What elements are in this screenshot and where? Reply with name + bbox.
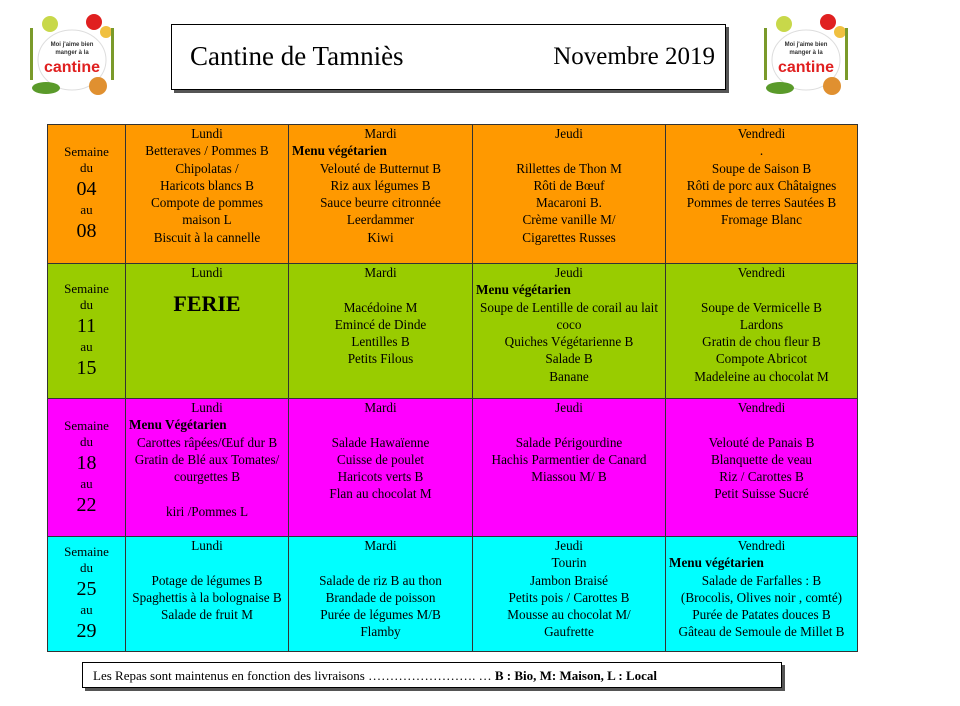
menu-item: Betteraves / Pommes B — [145, 143, 269, 159]
week-start: 25 — [76, 578, 97, 600]
day-cell — [126, 537, 289, 652]
menu-item: Petit Suisse Sucré — [714, 486, 809, 502]
week-label-cell — [48, 537, 126, 652]
footer-text: Les Repas sont maintenus en fonction des livraisons ……………………. … — [93, 668, 495, 683]
day-name: Jeudi — [555, 400, 583, 415]
week-end: 08 — [76, 220, 97, 242]
day-name: Vendredi — [737, 400, 786, 415]
vegetarian-label: Menu végétarien — [292, 143, 387, 159]
menu-item: Spaghettis à la bolognaise B — [132, 589, 282, 605]
menu-item — [476, 416, 662, 433]
menu-item: Jambon Braisé — [529, 572, 608, 588]
week-label: Semaine — [64, 544, 109, 559]
day-cell — [666, 399, 858, 537]
week-end: 29 — [76, 620, 97, 642]
menu-item — [292, 554, 469, 571]
menu-item: Salade de Farfalles : B — [701, 572, 822, 588]
week-au: au — [80, 475, 93, 491]
week-label-cell — [48, 399, 126, 537]
day-name: Mardi — [364, 265, 397, 280]
menu-item: Rôti de Bœuf — [533, 177, 605, 193]
day-name: Mardi — [364, 400, 397, 415]
week-end: 22 — [76, 493, 97, 516]
menu-item: Gratin de chou fleur B — [702, 334, 821, 350]
week-start: 11 — [76, 315, 97, 337]
menu-item: Macaroni B. — [536, 195, 602, 211]
menu-item: Soupe de Saison B — [711, 160, 812, 176]
menu-item: Salade de fruit M — [161, 607, 253, 623]
menu-item: Salade B — [545, 351, 593, 367]
menu-item: Sauce beurre citronnée — [320, 195, 441, 211]
menu-item: Riz / Carottes B — [719, 469, 804, 485]
week-au: au — [80, 602, 93, 617]
day-cell — [666, 537, 858, 652]
day-cell — [473, 399, 666, 537]
menu-item: Velouté de Butternut B — [319, 160, 442, 176]
menu-item: Gâteau de Semoule de Millet B — [678, 624, 845, 640]
holiday-label: FERIE — [173, 291, 241, 317]
menu-item: Gaufrette — [544, 624, 594, 640]
day-name: Mardi — [364, 126, 397, 141]
cantine-logo-right — [756, 8, 856, 100]
cantine-logo-icon — [22, 8, 122, 100]
menu-item: Purée de Patates douces B — [692, 607, 831, 623]
menu-item: Chipolatas / — [175, 160, 239, 176]
menu-item: Velouté de Panais B — [708, 434, 815, 450]
day-name: Lundi — [191, 400, 223, 415]
menu-item — [129, 485, 285, 502]
cantine-logo-icon — [756, 8, 856, 100]
menu-item: Rôti de porc aux Châtaignes — [686, 177, 837, 193]
menu-item: Leerdammer — [346, 212, 415, 228]
menu-item: Flan au chocolat M — [329, 486, 432, 502]
vegetarian-label: Menu végétarien — [669, 555, 764, 571]
menu-item: Soupe de Lentille de corail au lait coco — [480, 299, 658, 332]
week-au: au — [80, 202, 93, 217]
menu-item: Hachis Parmentier de Canard — [491, 451, 647, 467]
week-du: du — [80, 433, 93, 449]
logo-line2: manger à la — [55, 50, 89, 56]
menu-item: Blanquette de veau — [710, 451, 813, 467]
menu-item: Tourin — [551, 555, 587, 571]
menu-item: Salade de riz B au thon — [319, 572, 442, 588]
logo-line1: Moi j'aime bien — [50, 42, 94, 48]
week-label-cell — [48, 264, 126, 399]
day-name: Lundi — [191, 265, 223, 280]
title-box — [171, 24, 726, 90]
day-name: Jeudi — [555, 538, 583, 553]
page-title: Cantine de Tamniès — [190, 41, 404, 71]
week-label-cell — [48, 125, 126, 264]
menu-item: Petits Filous — [347, 351, 414, 367]
menu-period: Novembre 2019 — [553, 43, 715, 70]
vegetarian-label: Menu Végétarien — [129, 417, 227, 433]
week-row — [48, 537, 858, 652]
menu-item: Cuisse de poulet — [336, 451, 425, 467]
menu-item: Biscuit à la cannelle — [153, 229, 261, 245]
menu-item: Emincé de Dinde — [334, 316, 427, 332]
day-cell — [289, 537, 473, 652]
day-name: Vendredi — [737, 538, 786, 553]
day-name: Vendredi — [737, 265, 786, 280]
cantine-logo-left — [22, 8, 122, 100]
week-start: 04 — [76, 178, 97, 200]
day-cell — [666, 125, 858, 264]
week-end: 15 — [76, 357, 97, 379]
menu-item: Rillettes de Thon M — [516, 160, 622, 176]
menu-item: Macédoine M — [343, 299, 418, 315]
week-du: du — [80, 297, 93, 312]
menu-item: Riz aux légumes B — [330, 177, 431, 193]
menu-item: Crème vanille M/ — [522, 212, 616, 228]
menu-item: Flamby — [360, 624, 401, 640]
menu-item: Miassou M/ B — [531, 469, 607, 485]
logo-word: cantine — [43, 59, 101, 76]
menu-item: (Brocolis, Olives noir , comté) — [680, 589, 843, 605]
menu-item: Salade Périgourdine — [515, 434, 623, 450]
vegetarian-label: Menu végétarien — [476, 282, 571, 298]
menu-item: Madeleine au chocolat M — [694, 368, 829, 384]
menu-item: Lardons — [739, 316, 784, 332]
menu-item: Potage de légumes B — [151, 572, 263, 588]
week-row — [48, 125, 858, 264]
menu-item: kiri /Pommes L — [165, 503, 249, 519]
day-name: Vendredi — [737, 126, 786, 141]
day-cell — [473, 125, 666, 264]
menu-item: Haricots verts B — [337, 469, 424, 485]
week-label: Semaine — [64, 417, 109, 433]
menu-item: Cigarettes Russes — [522, 229, 616, 245]
week-label: Semaine — [64, 281, 109, 296]
day-cell — [289, 264, 473, 399]
week-label: Semaine — [64, 144, 109, 159]
menu-item: Petits pois / Carottes B — [508, 589, 630, 605]
week-start: 18 — [76, 451, 97, 474]
week-row — [48, 399, 858, 537]
day-cell — [473, 537, 666, 652]
day-name: Lundi — [191, 126, 223, 141]
logo-line2: manger à la — [789, 50, 823, 56]
menu-item: Brandade de poisson — [325, 589, 436, 605]
menu-item — [292, 416, 469, 433]
day-cell — [289, 399, 473, 537]
menu-item: Mousse au chocolat M/ — [507, 607, 631, 623]
footer-legend — [82, 662, 782, 688]
menu-item: . — [759, 143, 764, 159]
menu-item: Purée de légumes M/B — [320, 607, 441, 623]
menu-item: Soupe de Vermicelle B — [701, 299, 822, 315]
week-du: du — [80, 560, 93, 575]
menu-item: Banane — [549, 368, 589, 384]
day-name: Lundi — [191, 538, 223, 553]
menu-item: Lentilles B — [351, 334, 410, 350]
menu-item: Pommes de terres Sautées B — [686, 195, 837, 211]
menu-item — [129, 554, 285, 571]
day-cell — [126, 399, 289, 537]
footer-legend-text: B : Bio, M: Maison, L : Local — [494, 668, 658, 683]
day-name: Jeudi — [555, 126, 583, 141]
day-cell — [126, 264, 289, 399]
menu-item: Compote de pommes — [150, 195, 264, 211]
menu-item: maison L — [182, 212, 232, 228]
menu-item: Haricots blancs B — [160, 177, 254, 193]
day-name: Mardi — [364, 538, 397, 553]
menu-item — [669, 281, 854, 298]
menu-item — [476, 142, 662, 159]
week-du: du — [80, 160, 93, 175]
logo-line1: Moi j'aime bien — [784, 42, 828, 48]
menu-item: Quiches Végétarienne B — [504, 334, 634, 350]
day-cell — [666, 264, 858, 399]
week-au: au — [80, 339, 93, 354]
menu-item: Compote Abricot — [715, 351, 808, 367]
week-row — [48, 264, 858, 399]
logo-word: cantine — [777, 59, 835, 76]
menu-item — [292, 281, 469, 298]
menu-item — [669, 416, 854, 433]
day-name: Jeudi — [555, 265, 583, 280]
day-cell — [126, 125, 289, 264]
day-cell — [473, 264, 666, 399]
menu-item: Fromage Blanc — [721, 212, 802, 228]
day-cell — [289, 125, 473, 264]
menu-item: Gratin de Blé aux Tomates/ courgettes B — [134, 451, 280, 485]
menu-item: Kiwi — [367, 229, 394, 245]
menu-item: Carottes râpées/Œuf dur B — [136, 434, 278, 450]
menu-item: Salade Hawaïenne — [331, 434, 430, 450]
menu-table — [47, 124, 858, 652]
